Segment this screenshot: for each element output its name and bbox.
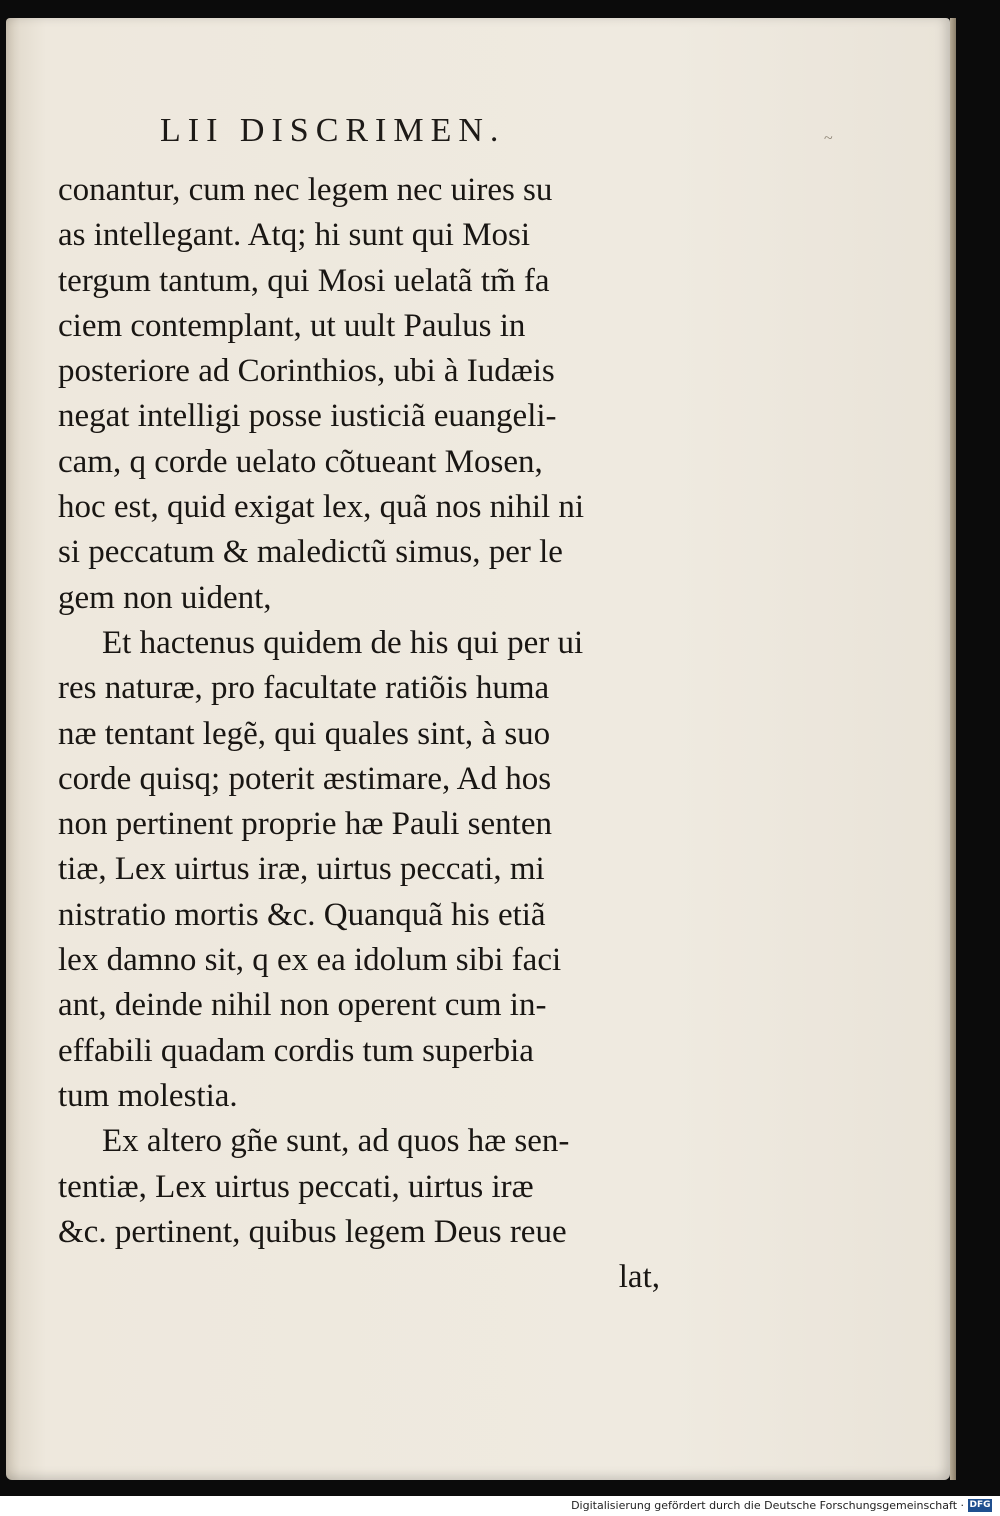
text-line: effabili quadam cordis tum superbia (58, 1032, 534, 1069)
text-line: nistratio mortis &c. Quanquã his etiã (58, 896, 546, 933)
text-line: tum molestia. (58, 1077, 238, 1114)
text-line: as intellegant. Atq; hi sunt qui Mosi (58, 217, 531, 254)
stray-mark: ~ (824, 130, 833, 147)
text-line: &c. pertinent, quibus legem Deus reue (58, 1213, 567, 1250)
dfg-logo-icon[interactable]: DFG (969, 1500, 991, 1510)
running-head: LII DISCRIMEN. (160, 112, 506, 149)
text-line: non pertinent proprie hæ Pauli senten (58, 806, 552, 843)
paragraph-start-line: Ex altero gñe sunt, ad quos hæ sen- (102, 1123, 570, 1160)
text-line: cam, q corde uelato cõtueant Mosen, (58, 443, 543, 480)
text-line: si peccatum & maledictũ simus, per le (58, 534, 563, 571)
body-text (58, 168, 698, 1300)
text-line: conantur, cum nec legem nec uires su (58, 172, 553, 208)
page-edge (950, 18, 956, 1480)
text-line: tentiæ, Lex uirtus peccati, uirtus iræ (58, 1168, 534, 1205)
text-line: gem non uident, (58, 579, 272, 616)
text-line: næ tentant legẽ, qui quales sint, à suo (58, 715, 551, 752)
text-line: posteriore ad Corinthios, ubi à Iudæis (58, 353, 555, 390)
text-line: hoc est, quid exigat lex, quã nos nihil ni (58, 489, 585, 526)
text-line: ant, deinde nihil non operent cum in- (58, 987, 547, 1024)
catchword: lat, (618, 1259, 660, 1296)
text-line: lex damno sit, q ex ea idolum sibi faci (58, 942, 562, 979)
text-line: res naturæ, pro facultate ratiõis huma (58, 670, 550, 707)
text-line: corde quisq; poterit æstimare, Ad hos (58, 760, 552, 797)
text-line: negat intelligi posse iusticiã euangeli- (58, 398, 557, 435)
text-line: ciem contemplant, ut uult Paulus in (58, 307, 526, 344)
text-line: tiæ, Lex uirtus iræ, uirtus peccati, mi (58, 851, 545, 888)
paragraph-start-line: Et hactenus quidem de his qui per ui (102, 624, 584, 661)
funding-notice: Digitalisierung gefördert durch die Deutsche Forschungsgemeinschaft · (571, 1499, 964, 1512)
text-line: tergum tantum, qui Mosi uelatã tm̃ fa (58, 262, 550, 299)
